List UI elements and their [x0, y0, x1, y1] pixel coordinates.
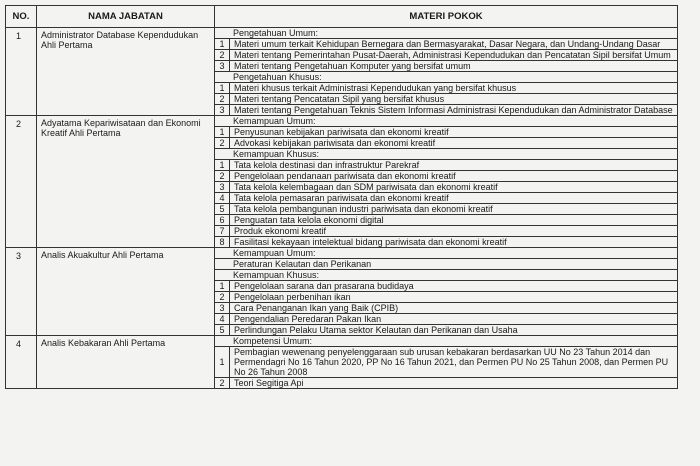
- materi-item: [215, 336, 677, 347]
- materi-item-text: Perlindungan Pelaku Utama sektor Kelautan dan Perikanan dan Usaha: [234, 325, 518, 335]
- materi-item-text: Pengelolaan sarana dan prasarana budidaya: [234, 281, 414, 291]
- materi-item: [215, 270, 677, 281]
- materi-item-number: 1: [215, 127, 230, 137]
- materi-item-text: Kemampuan Umum:: [233, 116, 316, 126]
- materi-item: [215, 204, 677, 215]
- row-number: 2: [6, 116, 37, 248]
- materi-cell: [215, 336, 678, 389]
- jabatan-name: Administrator Database Kependudukan Ahli Pertama: [37, 28, 215, 116]
- materi-item: [215, 39, 677, 50]
- materi-item-number: 3: [215, 105, 230, 115]
- materi-item-text: Penyusunan kebijakan pariwisata dan ekonomi kreatif: [234, 127, 449, 137]
- materi-cell: [215, 116, 678, 248]
- materi-item-text: Materi tentang Pencatatan Sipil yang bersifat khusus: [234, 94, 445, 104]
- table-body: [6, 28, 678, 389]
- materi-item-text: Pengetahuan Khusus:: [233, 72, 322, 82]
- materi-item: [215, 28, 677, 39]
- materi-item-number: 5: [215, 325, 230, 335]
- materi-item: [215, 215, 677, 226]
- materi-item-number: 3: [215, 182, 230, 192]
- materi-item-number: 5: [215, 204, 230, 214]
- materi-item-text: Tata kelola pembangunan industri pariwisata dan ekonomi kreatif: [234, 204, 493, 214]
- materi-item-text: Tata kelola pemasaran pariwisata dan ekonomi kreatif: [234, 193, 449, 203]
- materi-item-number: 7: [215, 226, 230, 236]
- document-page: [5, 5, 678, 389]
- materi-item: [215, 237, 677, 247]
- materi-item: [215, 94, 677, 105]
- materi-item-number: 1: [215, 39, 230, 49]
- materi-item: [215, 226, 677, 237]
- row-number: 4: [6, 336, 37, 389]
- materi-item-text: Materi tentang Pengetahuan Teknis Sistem Informasi Administrasi Kependudukan dan Administrator Database: [234, 105, 673, 115]
- materi-item-text: Advokasi kebijakan pariwisata dan ekonomi kreatif: [234, 138, 436, 148]
- materi-item-number: 1: [215, 83, 230, 93]
- table-row: [6, 28, 678, 116]
- materi-item-text: Pengelolaan pendanaan pariwisata dan ekonomi kreatif: [234, 171, 456, 181]
- table-row: [6, 116, 678, 248]
- materi-item-text: Cara Penanganan Ikan yang Baik (CPIB): [234, 303, 399, 313]
- materi-item-text: Materi tentang Pemerintahan Pusat-Daerah, Administrasi Kependudukan dan Pencatatan Sipil bersifat Umum: [234, 50, 671, 60]
- materi-item: [215, 138, 677, 149]
- materi-item: [215, 314, 677, 325]
- materi-item-number: 1: [215, 347, 230, 377]
- materi-table: [5, 5, 678, 389]
- materi-item-text: Tata kelola kelembagaan dan SDM pariwisata dan ekonomi kreatif: [234, 182, 498, 192]
- row-number: 3: [6, 248, 37, 336]
- materi-item: [215, 72, 677, 83]
- materi-item: [215, 292, 677, 303]
- materi-item: [215, 61, 677, 72]
- materi-item-text: Kemampuan Khusus:: [233, 149, 320, 159]
- materi-item-text: Fasilitasi kekayaan intelektual bidang pariwisata dan ekonomi kreatif: [234, 237, 507, 247]
- materi-item: [215, 248, 677, 259]
- materi-item-number: 2: [215, 50, 230, 60]
- materi-item-number: 3: [215, 303, 230, 313]
- materi-item: [215, 116, 677, 127]
- table-row: [6, 248, 678, 336]
- materi-item-text: Kompetensi Umum:: [233, 336, 313, 346]
- materi-item-text: Penguatan tata kelola ekonomi digital: [234, 215, 384, 225]
- materi-item-text: Materi umum terkait Kehidupan Bernegara dan Bermasyarakat, Dasar Negara, dan Undang-Undang Dasar: [234, 39, 661, 49]
- materi-item-number: 1: [215, 160, 230, 170]
- materi-item-text: Peraturan Kelautan dan Perikanan: [233, 259, 372, 269]
- materi-item-number: 1: [215, 281, 230, 291]
- jabatan-name: Analis Akuakultur Ahli Pertama: [37, 248, 215, 336]
- materi-item-number: 2: [215, 171, 230, 181]
- materi-item: [215, 347, 677, 378]
- header-nama-jabatan: NAMA JABATAN: [37, 6, 215, 28]
- materi-item-text: Pengetahuan Umum:: [233, 28, 319, 38]
- materi-item-text: Kemampuan Khusus:: [233, 270, 320, 280]
- materi-item: [215, 378, 677, 388]
- materi-item-text: Pengendalian Peredaran Pakan Ikan: [234, 314, 382, 324]
- materi-item-text: Tata kelola destinasi dan infrastruktur Parekraf: [234, 160, 420, 170]
- materi-item-number: 6: [215, 215, 230, 225]
- materi-item-text: Pengelolaan perbenihan ikan: [234, 292, 351, 302]
- jabatan-name: Adyatama Kepariwisataan dan Ekonomi Kreatif Ahli Pertama: [37, 116, 215, 248]
- materi-cell: [215, 248, 678, 336]
- table-row: [6, 336, 678, 389]
- materi-item-number: 2: [215, 94, 230, 104]
- materi-item-number: 4: [215, 314, 230, 324]
- materi-item-number: 2: [215, 292, 230, 302]
- jabatan-name: Analis Kebakaran Ahli Pertama: [37, 336, 215, 389]
- materi-item: [215, 83, 677, 94]
- materi-item: [215, 303, 677, 314]
- materi-item-number: 2: [215, 138, 230, 148]
- table-header-row: [6, 6, 678, 28]
- materi-item: [215, 193, 677, 204]
- materi-item-number: 8: [215, 237, 230, 247]
- materi-cell: [215, 28, 678, 116]
- materi-item: [215, 281, 677, 292]
- materi-item: [215, 171, 677, 182]
- materi-item-text: Teori Segitiga Api: [234, 378, 304, 388]
- materi-item: [215, 325, 677, 335]
- row-number: 1: [6, 28, 37, 116]
- materi-item-number: 3: [215, 61, 230, 71]
- materi-item: [215, 182, 677, 193]
- materi-item: [215, 259, 677, 270]
- materi-item-number: 4: [215, 193, 230, 203]
- header-materi-pokok: MATERI POKOK: [215, 6, 678, 28]
- materi-item-text: Pembagian wewenang penyelenggaraan sub urusan kebakaran berdasarkan UU No 23 Tahun 2014 dan Permendagri No 16 Tahun 2020, PP No 16 Tahun 2021, dan Permen PU No 25 Tahun 2008, dan Permen PU No 26 Tahun 2008: [234, 347, 669, 377]
- header-no: NO.: [6, 6, 37, 28]
- materi-item: [215, 50, 677, 61]
- materi-item-number: 2: [215, 378, 230, 388]
- materi-item-text: Kemampuan Umum:: [233, 248, 316, 258]
- materi-item: [215, 149, 677, 160]
- materi-item-text: Materi tentang Pengetahuan Komputer yang bersifat umum: [234, 61, 471, 71]
- materi-item: [215, 127, 677, 138]
- materi-item: [215, 105, 677, 115]
- materi-item-text: Materi khusus terkait Administrasi Kependudukan yang bersifat khusus: [234, 83, 517, 93]
- materi-item: [215, 160, 677, 171]
- materi-item-text: Produk ekonomi kreatif: [234, 226, 327, 236]
